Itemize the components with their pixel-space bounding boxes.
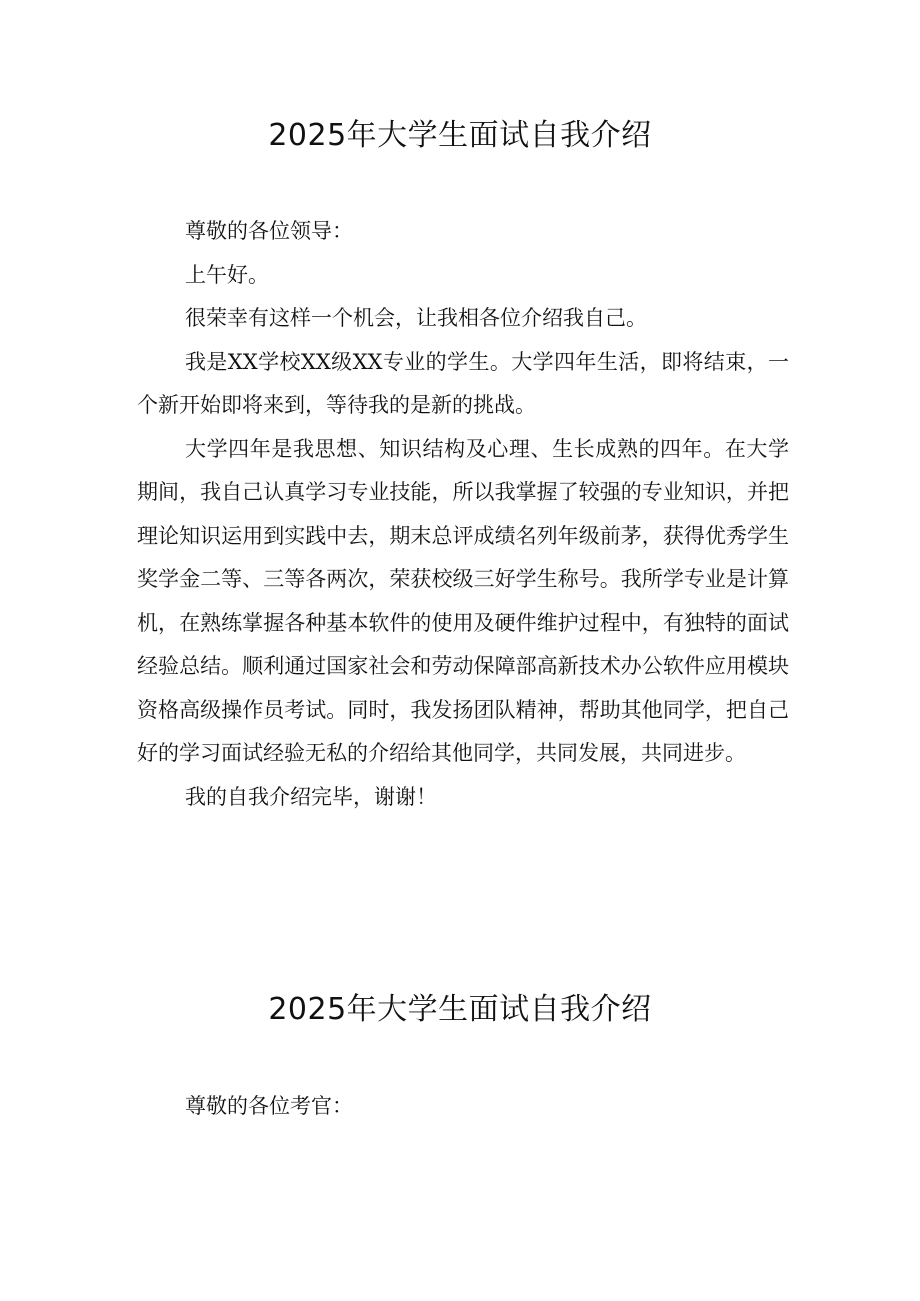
body-paragraph: 我是XX学校XX级XX专业的学生。大学四年生活，即将结束，一个新开始即将来到，等待我的是新的挑战。: [137, 349, 789, 417]
body-paragraph: 大学四年是我思想、知识结构及心理、生长成熟的四年。在大学期间，我自己认真学习专业技能，所以我掌握了较强的专业知识，并把理论知识运用到实践中去，期末总评成绩名列年级前茅，获得优秀学生奖学金二等、三等各两次，荣获校级三好学生称号。我所学专业是计算机，在熟练掌握各种基本软件的使用及硬件维护过程中，有独特的面试经验总结。顺利通过国家社会和劳动保障部高新技术办公软件应用模块资格高级操作员考试。同时，我发扬团队精神，帮助其他同学，把自己好的学习面试经验无私的介绍给其他同学，共同发展，共同进步。: [137, 436, 789, 765]
salutation: 尊敬的各位考官：: [185, 1094, 353, 1118]
salutation: 尊敬的各位领导：: [185, 219, 353, 243]
greeting: 上午好。: [185, 262, 269, 287]
document-title: 2025年大学生面试自我介绍: [268, 992, 652, 1027]
document-title: 2025年大学生面试自我介绍: [268, 118, 652, 153]
body-paragraph: 很荣幸有这样一个机会，让我相各位介绍我自己。: [185, 306, 647, 330]
closing-paragraph: 我的自我介绍完毕，谢谢！: [185, 784, 437, 809]
document-body: [137, 210, 789, 819]
document-body: [137, 1085, 789, 1129]
